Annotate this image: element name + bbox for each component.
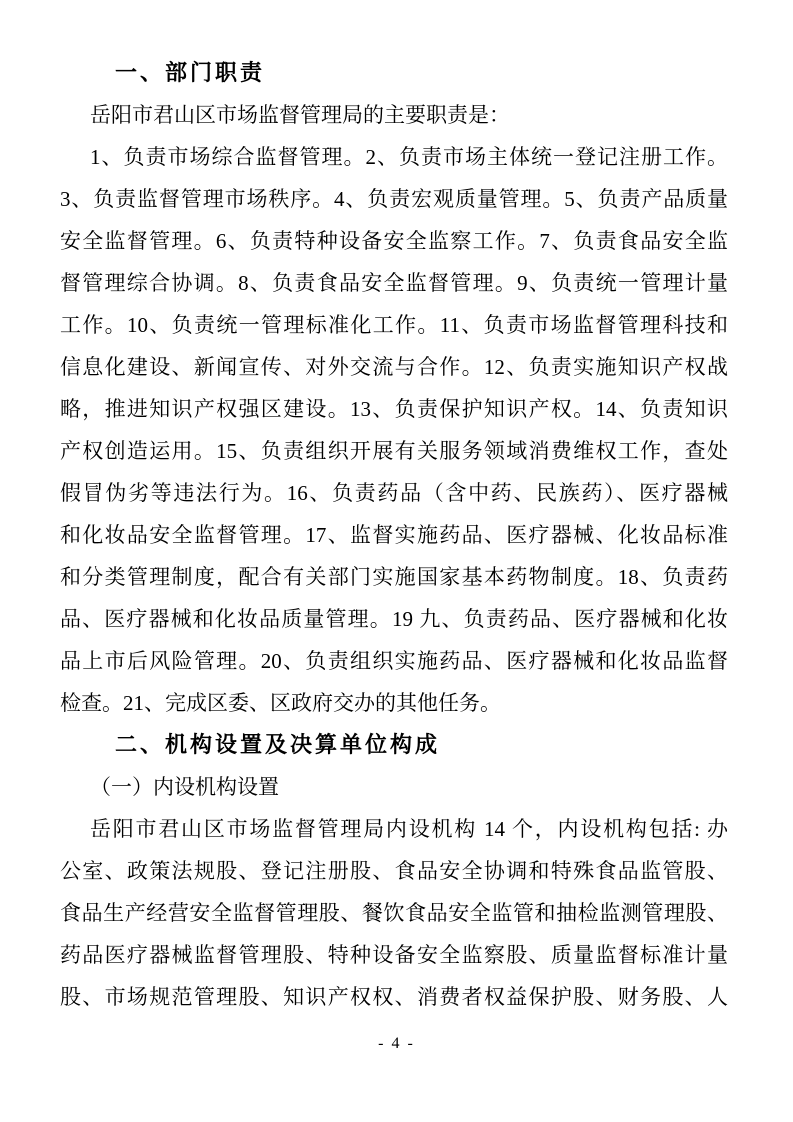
text-line: 督管理综合协调。8、负责食品安全监督管理。9、负责统一管理计量	[60, 271, 728, 295]
text-line: （一）内设机构设置	[90, 775, 279, 799]
text-line: 安全监督管理。6、负责特种设备安全监察工作。7、负责食品安全监	[60, 229, 728, 253]
text-line: 3、负责监督管理市场秩序。4、负责宏观质量管理。5、负责产品质量	[60, 187, 728, 211]
text-line: 岳阳市君山区市场监督管理局的主要职责是：	[90, 103, 510, 127]
text-line: 食品生产经营安全监督管理股、餐饮食品安全监管和抽检监测管理股、	[60, 901, 728, 925]
text-line: 信息化建设、新闻宣传、对外交流与合作。12、负责实施知识产权战	[60, 355, 728, 379]
text-line: 1、负责市场综合监督管理。2、负责市场主体统一登记注册工作。	[90, 145, 728, 169]
text-line: 和化妆品安全监督管理。17、监督实施药品、医疗器械、化妆品标准	[60, 523, 728, 547]
text-line: 检查。21、完成区委、区政府交办的其他任务。	[60, 691, 501, 715]
text-line: 假冒伪劣等违法行为。16、负责药品（含中药、民族药）、医疗器械	[60, 481, 728, 505]
text-line: 品、医疗器械和化妆品质量管理。19 九、负责药品、医疗器械和化妆	[60, 607, 728, 631]
text-line: 药品医疗器械监督管理股、特种设备安全监察股、质量监督标准计量	[60, 943, 728, 967]
text-line: 略，推进知识产权强区建设。13、负责保护知识产权。14、负责知识	[60, 397, 728, 421]
text-line: 股、市场规范管理股、知识产权权、消费者权益保护股、财务股、人	[60, 985, 728, 1009]
section-heading: 二、机构设置及决算单位构成	[115, 732, 441, 757]
text-line: 品上市后风险管理。20、负责组织实施药品、医疗器械和化妆品监督	[60, 649, 728, 673]
document-body	[60, 52, 728, 1018]
text-line: 工作。10、负责统一管理标准化工作。11、负责市场监督管理科技和	[60, 313, 728, 337]
section-heading: 一、部门职责	[115, 60, 266, 85]
text-line: 岳阳市君山区市场监督管理局内设机构 14 个，内设机构包括: 办	[90, 817, 728, 841]
text-line: 公室、政策法规股、登记注册股、食品安全协调和特殊食品监管股、	[60, 859, 728, 883]
page-footer	[0, 1032, 793, 1056]
page-number: - 4 -	[378, 1035, 415, 1052]
text-line: 和分类管理制度，配合有关部门实施国家基本药物制度。18、负责药	[60, 565, 728, 589]
text-line: 产权创造运用。15、负责组织开展有关服务领域消费维权工作，查处	[60, 439, 728, 463]
